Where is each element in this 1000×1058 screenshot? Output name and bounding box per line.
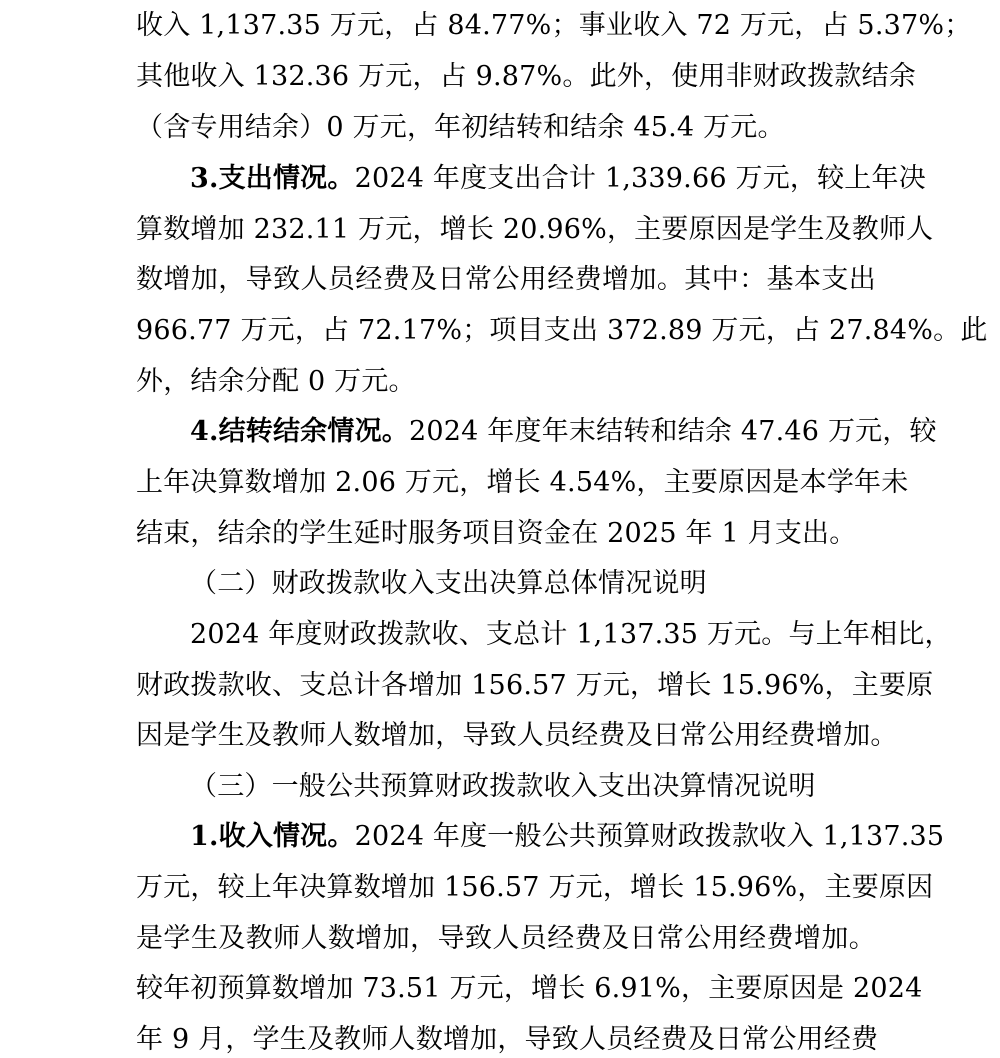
- subsection-heading: （三）一般公共预算财政拨款收入支出决算情况说明: [190, 771, 816, 802]
- section-lead: 3.支出情况。: [190, 163, 355, 194]
- paragraph-line: 是学生及教师人数增加，导致人员经费及日常公用经费增加。: [136, 923, 876, 954]
- paragraph-text: 2024 年度年末结转和结余 47.46 万元，较: [409, 416, 937, 447]
- paragraph-line: 其他收入 132.36 万元，占 9.87%。此外，使用非财政拨款结余: [136, 61, 916, 92]
- section-lead-line: [190, 414, 937, 450]
- paragraph-line: 2024 年度财政拨款收、支总计 1,137.35 万元。与上年相比，: [190, 619, 952, 650]
- subsection-heading: （二）财政拨款收入支出决算总体情况说明: [190, 568, 707, 599]
- paragraph-line: 收入 1,137.35 万元，占 84.77%；事业收入 72 万元，占 5.37%；: [136, 10, 972, 41]
- paragraph-line: 较年初预算数增加 73.51 万元，增长 6.91%，主要原因是 2024: [136, 973, 923, 1004]
- paragraph-line: 财政拨款收、支总计各增加 156.57 万元，增长 15.96%，主要原: [136, 670, 934, 701]
- paragraph-line: 上年决算数增加 2.06 万元，增长 4.54%，主要原因是本学年未: [136, 467, 909, 498]
- paragraph-text: 2024 年度支出合计 1,339.66 万元，较上年决: [354, 163, 926, 194]
- paragraph-line: 数增加，导致人员经费及日常公用经费增加。其中：基本支出: [136, 264, 876, 295]
- paragraph-line: 万元，较上年决算数增加 156.57 万元，增长 15.96%，主要原因: [136, 872, 934, 903]
- section-lead-line: [190, 161, 926, 197]
- section-lead: 4.结转结余情况。: [190, 416, 409, 447]
- paragraph-line: 966.77 万元，占 72.17%；项目支出 372.89 万元，占 27.84%。此: [136, 315, 988, 346]
- paragraph-line: 年 9 月，学生及教师人数增加，导致人员经费及日常公用经费: [136, 1024, 879, 1055]
- paragraph-line: 算数增加 232.11 万元，增长 20.96%，主要原因是学生及教师人: [136, 214, 934, 245]
- paragraph-line: （含专用结余）0 万元，年初结转和结余 45.4 万元。: [136, 112, 785, 143]
- paragraph-text: 2024 年度一般公共预算财政拨款收入 1,137.35: [354, 821, 945, 852]
- paragraph-line: 因是学生及教师人数增加，导致人员经费及日常公用经费增加。: [136, 720, 898, 751]
- section-lead-line: [190, 819, 945, 855]
- section-lead: 1.收入情况。: [190, 821, 355, 852]
- paragraph-line: 结束，结余的学生延时服务项目资金在 2025 年 1 月支出。: [136, 518, 857, 549]
- paragraph-line: 外，结余分配 0 万元。: [136, 366, 416, 397]
